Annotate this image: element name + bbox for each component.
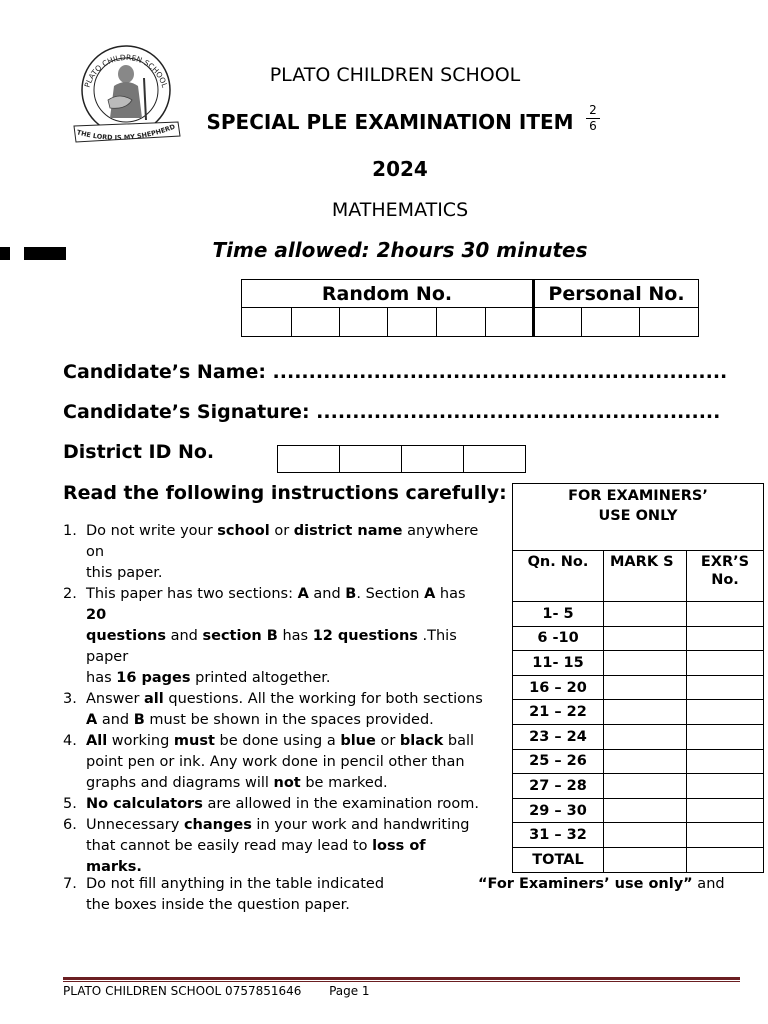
table-row: [513, 602, 764, 627]
table-row: [513, 626, 764, 651]
district-id-box[interactable]: [340, 446, 402, 473]
candidate-signature-field[interactable]: Candidate’s Signature: ........................................................: [63, 401, 721, 423]
registration-mark: [0, 247, 10, 260]
instruction-text: “For Examiners’ use only” and: [478, 876, 725, 892]
marks-cell[interactable]: [604, 602, 687, 627]
marks-cell[interactable]: [604, 749, 687, 774]
question-range: 31 – 32: [513, 823, 604, 848]
total-label: TOTAL: [513, 847, 604, 872]
table-row: [513, 774, 764, 799]
instruction-text: This paper has two sections: A and B. Section A has 20 questions and section B has 12 questions .This paper has 16 pages printed altogether.: [86, 586, 466, 686]
footer-rule: [63, 981, 740, 982]
table-row: [513, 675, 764, 700]
table-row: [513, 651, 764, 676]
table-row: [513, 749, 764, 774]
question-range: 27 – 28: [513, 774, 604, 799]
item-fraction: [586, 104, 600, 133]
candidate-numbers-table: [241, 279, 699, 337]
question-range: 21 – 22: [513, 700, 604, 725]
footer-text: PLATO CHILDREN SCHOOL 0757851646: [63, 984, 302, 998]
random-no-box[interactable]: [339, 308, 387, 337]
personal-no-box[interactable]: [582, 308, 639, 337]
school-name: PLATO CHILDREN SCHOOL: [269, 64, 521, 86]
personal-no-box[interactable]: [534, 308, 582, 337]
examiner-cell[interactable]: [687, 774, 764, 799]
instruction-text: the boxes inside the question paper.: [86, 897, 350, 913]
footer-rule: [63, 977, 740, 980]
instruction-number: 7.: [63, 876, 77, 892]
examiner-cell[interactable]: [687, 651, 764, 676]
instructions-title: Read the following instructions carefully:: [63, 482, 507, 504]
instruction-item: [63, 521, 503, 584]
registration-mark: [24, 247, 66, 260]
table-row: [513, 798, 764, 823]
instruction-number: 2.: [63, 586, 77, 602]
instruction-number: 5.: [63, 796, 77, 812]
district-id-label: District ID No.: [63, 441, 215, 463]
exam-item-title: SPECIAL PLE EXAMINATION ITEM: [206, 110, 574, 134]
instruction-number: 4.: [63, 733, 77, 749]
time-allowed: Time allowed: 2hours 30 minutes: [212, 238, 588, 262]
logo-motto-text: THE LORD IS MY SHEPHERD: [75, 122, 177, 142]
school-logo: [70, 38, 182, 150]
district-id-box[interactable]: [278, 446, 340, 473]
instruction-number: 1.: [63, 523, 77, 539]
random-no-box[interactable]: [292, 308, 339, 337]
column-header-qn: Qn. No.: [513, 551, 604, 602]
examiner-cell[interactable]: [687, 675, 764, 700]
table-row: [513, 724, 764, 749]
instruction-item: [63, 731, 503, 794]
instructions-list: [63, 521, 503, 878]
fraction-numerator: 2: [589, 103, 597, 117]
column-header-exr: EXR’S No.: [687, 551, 764, 602]
random-no-box[interactable]: [242, 308, 292, 337]
personal-no-box[interactable]: [639, 308, 698, 337]
table-row: [513, 700, 764, 725]
candidate-name-field[interactable]: Candidate’s Name: ...............................................................: [63, 361, 728, 383]
question-range: 6 -10: [513, 626, 604, 651]
instruction-item: [63, 874, 753, 916]
instruction-text: Do not write your school or district name anywhere on this paper.: [86, 523, 479, 581]
total-marks-cell[interactable]: [604, 847, 687, 872]
exam-year: 2024: [372, 157, 428, 181]
instruction-item: [63, 794, 503, 815]
random-no-box[interactable]: [485, 308, 533, 337]
examiners-table: [512, 483, 764, 873]
personal-no-header: Personal No.: [534, 280, 699, 308]
table-row-total: [513, 847, 764, 872]
instruction-item: [63, 584, 503, 689]
marks-cell[interactable]: [604, 724, 687, 749]
instruction-text: Answer all questions. All the working for both sections A and B must be shown in the spaces provided.: [86, 691, 483, 728]
instruction-item: [63, 689, 503, 731]
marks-cell[interactable]: [604, 823, 687, 848]
random-no-box[interactable]: [387, 308, 436, 337]
question-range: 16 – 20: [513, 675, 604, 700]
fraction-denominator: 6: [589, 119, 597, 133]
question-range: 23 – 24: [513, 724, 604, 749]
question-range: 11- 15: [513, 651, 604, 676]
instruction-text: Unnecessary changes in your work and handwriting that cannot be easily read may lead to loss of marks.: [86, 817, 470, 875]
instruction-text: All working must be done using a blue or black ball point pen or ink. Any work done in pencil other than graphs and diagrams will not be marked.: [86, 733, 475, 791]
page-number: Page 1: [329, 984, 370, 998]
district-id-box[interactable]: [464, 446, 526, 473]
district-id-box[interactable]: [402, 446, 464, 473]
examiner-cell[interactable]: [687, 749, 764, 774]
marks-cell[interactable]: [604, 798, 687, 823]
district-id-boxes: [277, 445, 526, 473]
examiner-cell[interactable]: [687, 700, 764, 725]
examiner-cell[interactable]: [687, 823, 764, 848]
examiners-table-title: FOR EXAMINERS’ USE ONLY: [513, 484, 764, 551]
examiner-cell[interactable]: [687, 798, 764, 823]
marks-cell[interactable]: [604, 626, 687, 651]
marks-cell[interactable]: [604, 651, 687, 676]
page-footer: [63, 984, 370, 998]
question-range: 29 – 30: [513, 798, 604, 823]
table-row: [513, 823, 764, 848]
examiner-cell[interactable]: [687, 602, 764, 627]
random-no-header: Random No.: [242, 280, 534, 308]
marks-cell[interactable]: [604, 774, 687, 799]
subject-title: MATHEMATICS: [331, 199, 469, 221]
question-range: 25 – 26: [513, 749, 604, 774]
instruction-number: 3.: [63, 691, 77, 707]
column-header-marks: MARK S: [604, 551, 687, 602]
marks-cell[interactable]: [604, 700, 687, 725]
logo-ring-text: PLATO CHILDREN SCHOOL: [82, 52, 170, 89]
random-no-box[interactable]: [437, 308, 485, 337]
instruction-text: No calculators are allowed in the examination room.: [86, 796, 480, 812]
examiner-cell[interactable]: [687, 724, 764, 749]
instruction-number: 6.: [63, 817, 77, 833]
question-range: 1- 5: [513, 602, 604, 627]
instruction-item: [63, 815, 503, 878]
examiner-cell[interactable]: [687, 626, 764, 651]
instruction-text: Do not fill anything in the table indicated: [86, 876, 385, 892]
marks-cell[interactable]: [604, 675, 687, 700]
examiner-cell[interactable]: [687, 847, 764, 872]
